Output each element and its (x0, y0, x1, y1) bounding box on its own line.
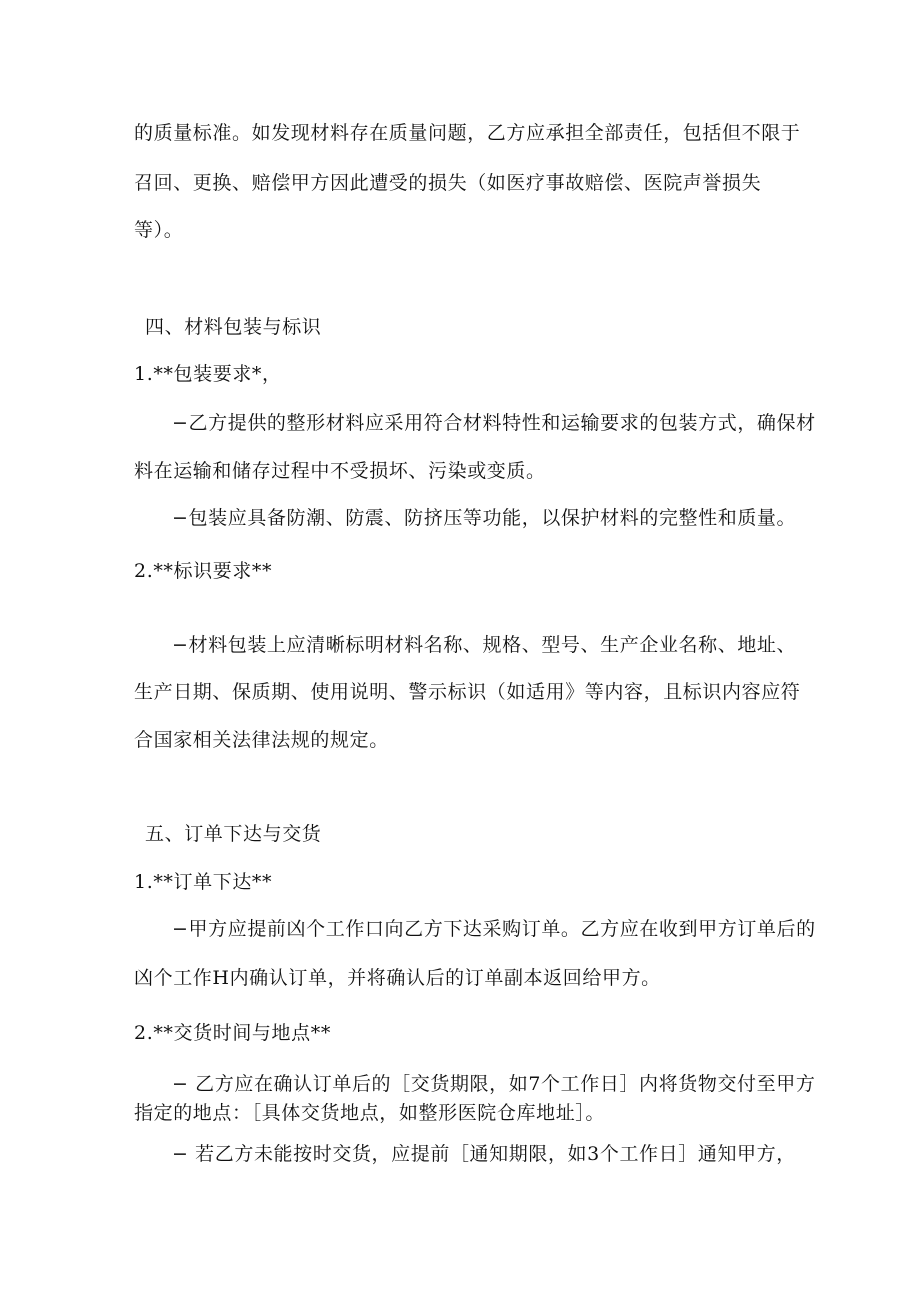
paragraph-line: −甲方应提前凶个工作口向乙方下达采购订单。乙方应在收到甲方订单后的 (172, 918, 816, 940)
paragraph-line: 合国家相关法律法规的规定。 (134, 729, 389, 751)
subsection-heading: 1.**订单下达** (134, 871, 273, 893)
paragraph-line: − 若乙方未能按时交货，应提前［通知期限，如3个工作日］通知甲方， (172, 1143, 796, 1165)
section-heading-5: 五、订单下达与交货 (145, 823, 322, 845)
subsection-heading: 2.**标识要求** (134, 560, 273, 582)
paragraph-line: 等）。 (134, 219, 184, 241)
paragraph-line: 料在运输和储存过程中不受损坏、污染或变质。 (134, 460, 546, 482)
paragraph-line: 生产日期、保质期、使用说明、警示标识（如适用》等内容，且标识内容应符 (134, 681, 801, 703)
paragraph-line: −包装应具备防潮、防震、防挤压等功能，以保护材料的完整性和质量。 (172, 507, 797, 529)
paragraph-line: 召回、更换、赔偿甲方因此遭受的损失（如医疗事故赔偿、医院声誉损失 (134, 172, 762, 194)
paragraph-line: 凶个工作H内确认订单，并将确认后的订单副本返回给甲方。 (134, 967, 661, 989)
paragraph-line: − 乙方应在确认订单后的［交货期限，如7个工作日］内将货物交付至甲方 (172, 1073, 816, 1095)
subsection-heading: 1.**包装要求*， (134, 363, 282, 385)
paragraph-line: 指定的地点：［具体交货地点，如整形医院仓库地址］。 (134, 1102, 606, 1124)
subsection-heading: 2.**交货时间与地点** (134, 1022, 331, 1044)
paragraph-line: 的质量标准。如发现材料存在质量问题，乙方应承担全部责任，包括但不限于 (134, 122, 801, 144)
section-heading-4: 四、材料包装与标识 (145, 316, 322, 338)
paragraph-line: −材料包装上应清晰标明材料名称、规格、型号、生产企业名称、地址、 (172, 634, 797, 656)
paragraph-line: −乙方提供的整形材料应采用符合材料特性和运输要求的包装方式，确保材 (172, 412, 816, 434)
